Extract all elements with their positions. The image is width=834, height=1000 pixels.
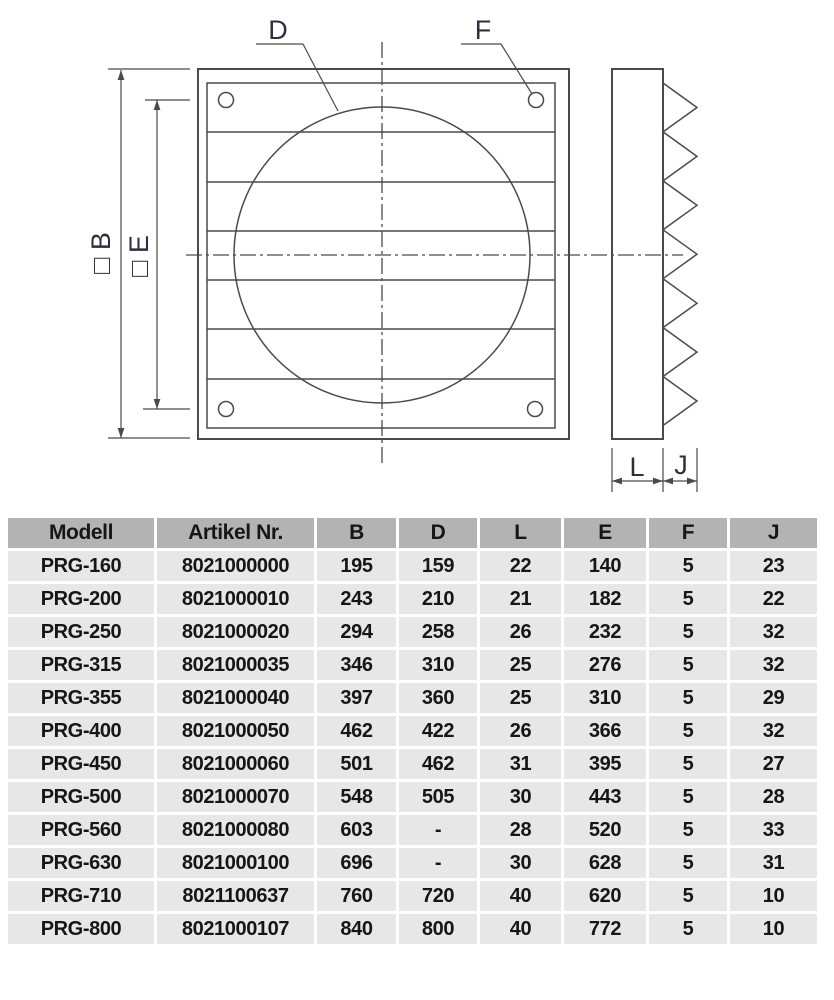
table-cell: 462 [316, 715, 398, 748]
table-cell: 294 [316, 616, 398, 649]
table-cell: 32 [729, 616, 819, 649]
table-cell: 5 [648, 682, 729, 715]
table-cell: 310 [563, 682, 648, 715]
table-cell: PRG-315 [7, 649, 156, 682]
table-cell: - [398, 814, 479, 847]
table-cell: PRG-160 [7, 550, 156, 583]
screw-hole [219, 402, 234, 417]
table-cell: 620 [563, 880, 648, 913]
table-row [7, 913, 819, 946]
table-cell: 8021000035 [156, 649, 316, 682]
table-cell: 346 [316, 649, 398, 682]
column-header-f: F [648, 517, 729, 550]
screw-hole [529, 93, 544, 108]
table-cell: 8021000050 [156, 715, 316, 748]
table-cell: PRG-200 [7, 583, 156, 616]
table-row [7, 814, 819, 847]
table-cell: 5 [648, 847, 729, 880]
table-cell: 772 [563, 913, 648, 946]
side-panel [612, 69, 663, 439]
table-cell: 5 [648, 715, 729, 748]
table-cell: PRG-500 [7, 781, 156, 814]
arrow-left-icon [663, 478, 673, 485]
arrow-left-icon [612, 478, 622, 485]
column-header-artikel: Artikel Nr. [156, 517, 316, 550]
table-cell: 422 [398, 715, 479, 748]
table-cell: 720 [398, 880, 479, 913]
table-cell: 8021000020 [156, 616, 316, 649]
table-cell: 26 [479, 715, 563, 748]
screw-hole [219, 93, 234, 108]
table-row [7, 682, 819, 715]
table-header [7, 517, 819, 550]
table-header-row [7, 517, 819, 550]
table-cell: 5 [648, 913, 729, 946]
table-cell: 22 [729, 583, 819, 616]
table-cell: 8021100637 [156, 880, 316, 913]
dim-label-e: □ E [124, 235, 154, 277]
table-row [7, 715, 819, 748]
table-row [7, 649, 819, 682]
table-cell: 8021000060 [156, 748, 316, 781]
dim-label-b: □ B [86, 232, 116, 274]
dim-label-f: F [474, 15, 492, 45]
table-row [7, 781, 819, 814]
table-cell: 30 [479, 847, 563, 880]
table-body [7, 550, 819, 946]
callout-f [461, 15, 532, 94]
column-header-modell: Modell [7, 517, 156, 550]
column-header-j: J [729, 517, 819, 550]
leader-line [303, 44, 338, 111]
column-header-b: B [316, 517, 398, 550]
table-cell: PRG-560 [7, 814, 156, 847]
table-cell: 243 [316, 583, 398, 616]
table-cell: 5 [648, 880, 729, 913]
table-cell: - [398, 847, 479, 880]
table-cell: PRG-450 [7, 748, 156, 781]
table-cell: 25 [479, 682, 563, 715]
dim-label-l: L [629, 452, 645, 482]
table-cell: 8021000080 [156, 814, 316, 847]
table-row [7, 583, 819, 616]
callout-d [256, 15, 338, 111]
table-row [7, 880, 819, 913]
louver-fins [663, 83, 697, 426]
table-cell: 29 [729, 682, 819, 715]
table-cell: 31 [729, 847, 819, 880]
table-cell: 28 [729, 781, 819, 814]
table-cell: 140 [563, 550, 648, 583]
table-cell: 159 [398, 550, 479, 583]
table-cell: 5 [648, 583, 729, 616]
table-cell: 40 [479, 913, 563, 946]
table-cell: PRG-710 [7, 880, 156, 913]
table-cell: 210 [398, 583, 479, 616]
table-cell: 5 [648, 616, 729, 649]
table-cell: 8021000070 [156, 781, 316, 814]
table-cell: 603 [316, 814, 398, 847]
table-cell: PRG-355 [7, 682, 156, 715]
table-cell: 462 [398, 748, 479, 781]
table-cell: 26 [479, 616, 563, 649]
column-header-l: L [479, 517, 563, 550]
table-row [7, 748, 819, 781]
table-cell: 397 [316, 682, 398, 715]
table-cell: 840 [316, 913, 398, 946]
table-cell: 21 [479, 583, 563, 616]
table-row [7, 847, 819, 880]
table-cell: 232 [563, 616, 648, 649]
arrow-up-icon [154, 100, 161, 110]
table-cell: 5 [648, 550, 729, 583]
table-cell: 33 [729, 814, 819, 847]
dim-label-d: D [268, 15, 288, 45]
table-cell: 5 [648, 649, 729, 682]
table-cell: 5 [648, 781, 729, 814]
table-cell: 40 [479, 880, 563, 913]
table-cell: 520 [563, 814, 648, 847]
column-header-e: E [563, 517, 648, 550]
side-view [612, 69, 697, 439]
table-cell: 32 [729, 715, 819, 748]
screw-hole [528, 402, 543, 417]
table-cell: 8021000000 [156, 550, 316, 583]
arrow-down-icon [154, 399, 161, 409]
table-cell: 8021000040 [156, 682, 316, 715]
table-cell: 360 [398, 682, 479, 715]
table-cell: 501 [316, 748, 398, 781]
table-cell: 800 [398, 913, 479, 946]
table-cell: 5 [648, 814, 729, 847]
table-row [7, 550, 819, 583]
table-cell: PRG-250 [7, 616, 156, 649]
table-row [7, 616, 819, 649]
table-cell: 25 [479, 649, 563, 682]
table-cell: 22 [479, 550, 563, 583]
dimension-l [612, 448, 663, 492]
table-cell: 310 [398, 649, 479, 682]
table-cell: PRG-630 [7, 847, 156, 880]
column-header-d: D [398, 517, 479, 550]
arrow-right-icon [687, 478, 697, 485]
table-cell: 276 [563, 649, 648, 682]
table-cell: 8021000010 [156, 583, 316, 616]
table-cell: 395 [563, 748, 648, 781]
table-cell: 760 [316, 880, 398, 913]
dimension-e [124, 100, 190, 409]
table-cell: 548 [316, 781, 398, 814]
table-cell: 5 [648, 748, 729, 781]
front-view [186, 42, 683, 466]
table-cell: 443 [563, 781, 648, 814]
table-cell: 182 [563, 583, 648, 616]
table-cell: 505 [398, 781, 479, 814]
table-cell: 10 [729, 880, 819, 913]
table-cell: 366 [563, 715, 648, 748]
dimension-j [663, 448, 697, 492]
table-cell: 28 [479, 814, 563, 847]
arrow-down-icon [118, 428, 125, 438]
table-cell: 258 [398, 616, 479, 649]
table-cell: 10 [729, 913, 819, 946]
arrow-right-icon [653, 478, 663, 485]
table-cell: 628 [563, 847, 648, 880]
table-cell: 696 [316, 847, 398, 880]
table-cell: 27 [729, 748, 819, 781]
dim-label-j: J [674, 450, 688, 480]
dimensions-table [5, 515, 820, 947]
table-cell: 31 [479, 748, 563, 781]
table-cell: 23 [729, 550, 819, 583]
outer-frame [198, 69, 569, 439]
table-cell: 8021000100 [156, 847, 316, 880]
table-cell: PRG-800 [7, 913, 156, 946]
table-cell: PRG-400 [7, 715, 156, 748]
table-cell: 30 [479, 781, 563, 814]
table-cell: 32 [729, 649, 819, 682]
table-cell: 8021000107 [156, 913, 316, 946]
table-cell: 195 [316, 550, 398, 583]
arrow-up-icon [118, 70, 125, 80]
